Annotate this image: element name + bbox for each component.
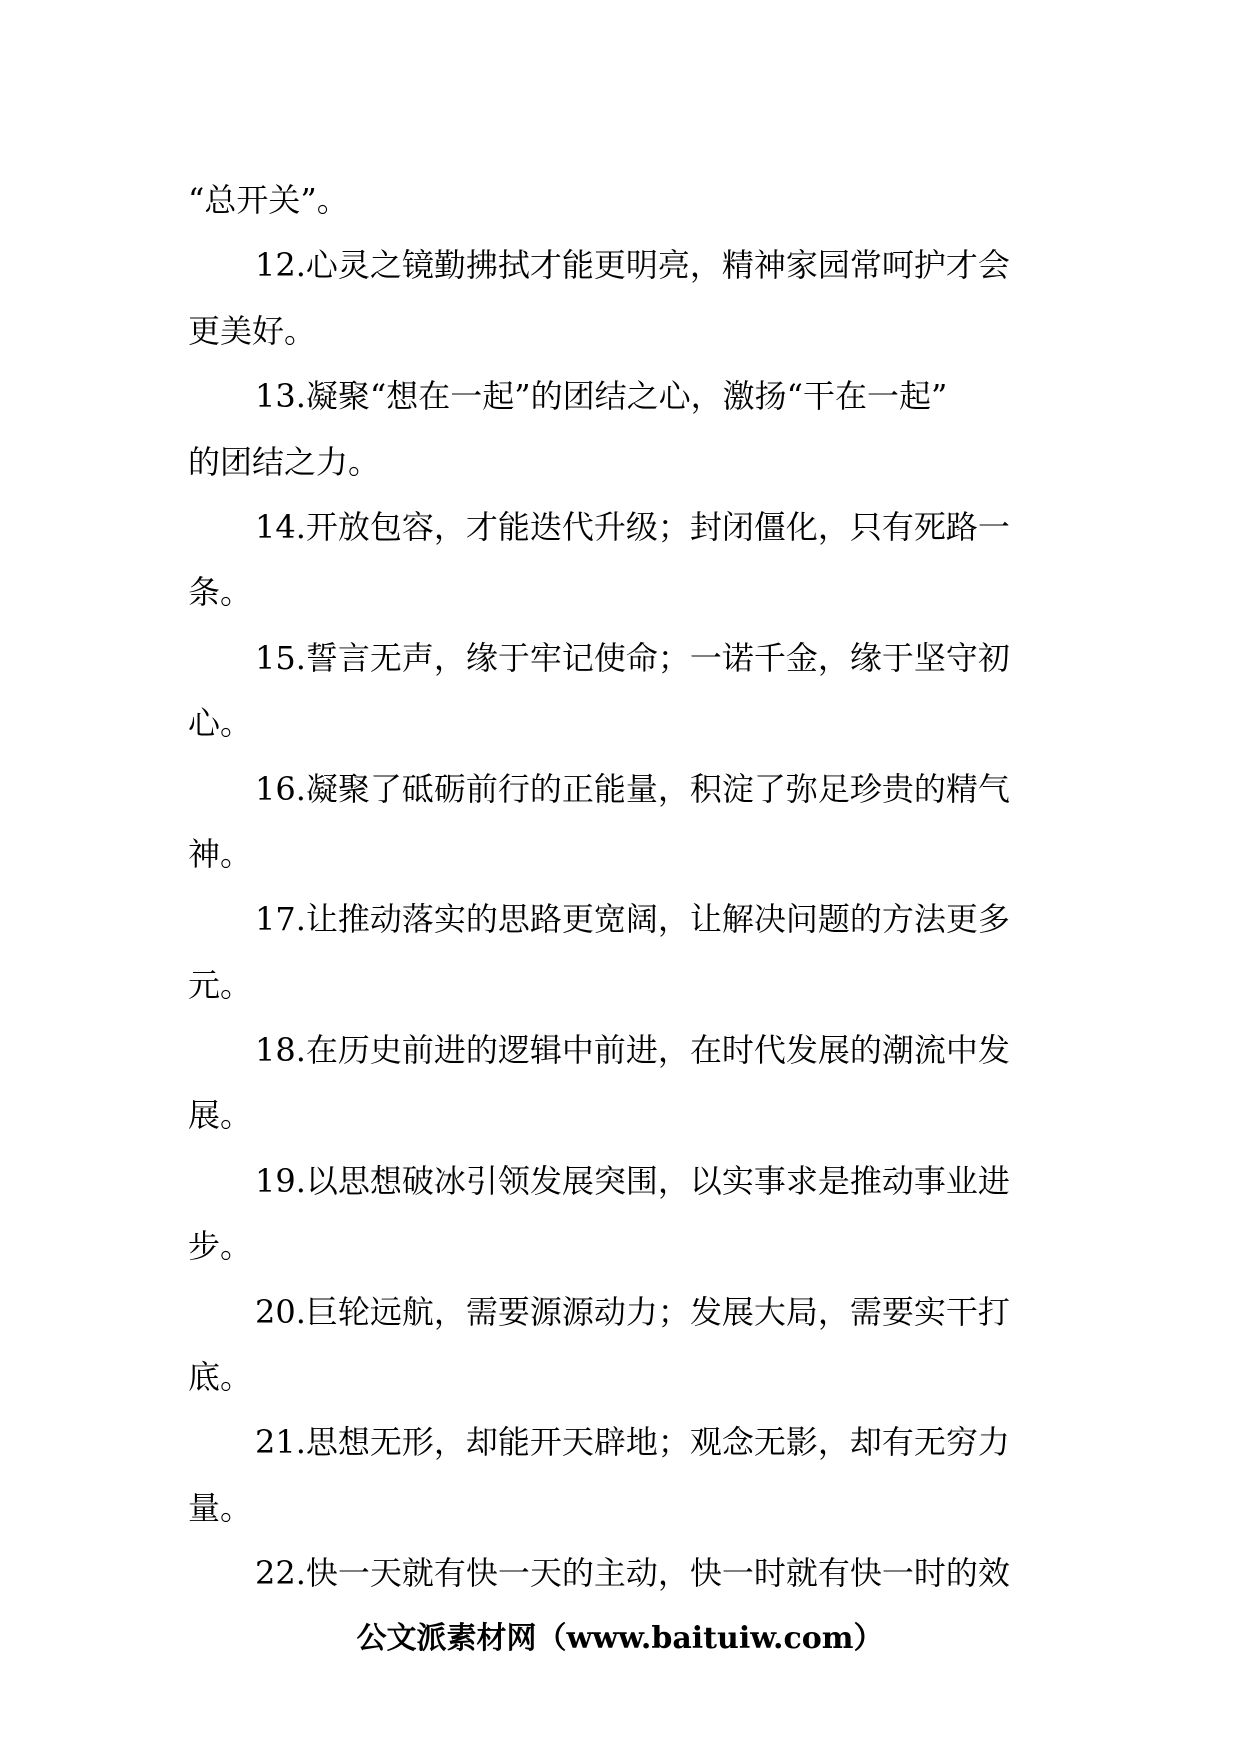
paragraph-line: 心。 [188,704,253,743]
paragraph-line-first: 15.誓言无声，缘于牢记使命；一诺千金，缘于坚守初 [255,638,1010,677]
paragraph-line: 更美好。 [188,311,317,350]
paragraph-line-first: 19.以思想破冰引领发展突围，以实事求是推动事业进 [255,1161,1010,1200]
document-body [188,168,1061,1607]
paragraph-line: 的团结之力。 [188,442,381,481]
paragraph-line: 神。 [188,834,253,873]
paragraph-line-first: 13.凝聚“想在一起”的团结之心，激扬“干在一起” [255,377,948,416]
paragraph-line-first: 20.巨轮远航，需要源源动力；发展大局，需要实干打 [255,1292,1010,1331]
paragraph-line: “总开关”。 [188,181,349,219]
paragraph-line: 条。 [188,573,253,612]
paragraph-line: 底。 [188,1358,253,1397]
paragraph-line-first: 16.凝聚了砥砺前行的正能量，积淀了弥足珍贵的精气 [255,769,1010,808]
paragraph-line-first: 14.开放包容，才能迭代升级；封闭僵化，只有死路一 [255,507,1010,546]
paragraph-line: 元。 [188,965,253,1004]
paragraph-line-first: 21.思想无形，却能开天辟地；观念无影，却有无穷力 [255,1423,1010,1462]
paragraph-line-first: 18.在历史前进的逻辑中前进，在时代发展的潮流中发 [255,1031,1010,1070]
paragraph-line-first: 12.心灵之镜勤拂拭才能更明亮，精神家园常呵护才会 [255,246,1010,285]
footer-watermark: 公文派素材网（www.baituiw.com） [356,1621,884,1656]
paragraph-line-first: 17.让推动落实的思路更宽阔，让解决问题的方法更多 [255,900,1010,939]
paragraph-line: 步。 [188,1227,253,1266]
paragraph-line-first: 22.快一天就有快一天的主动，快一时就有快一时的效 [255,1554,1010,1593]
paragraph-line: 展。 [188,1096,253,1135]
paragraph-line: 量。 [188,1488,253,1527]
